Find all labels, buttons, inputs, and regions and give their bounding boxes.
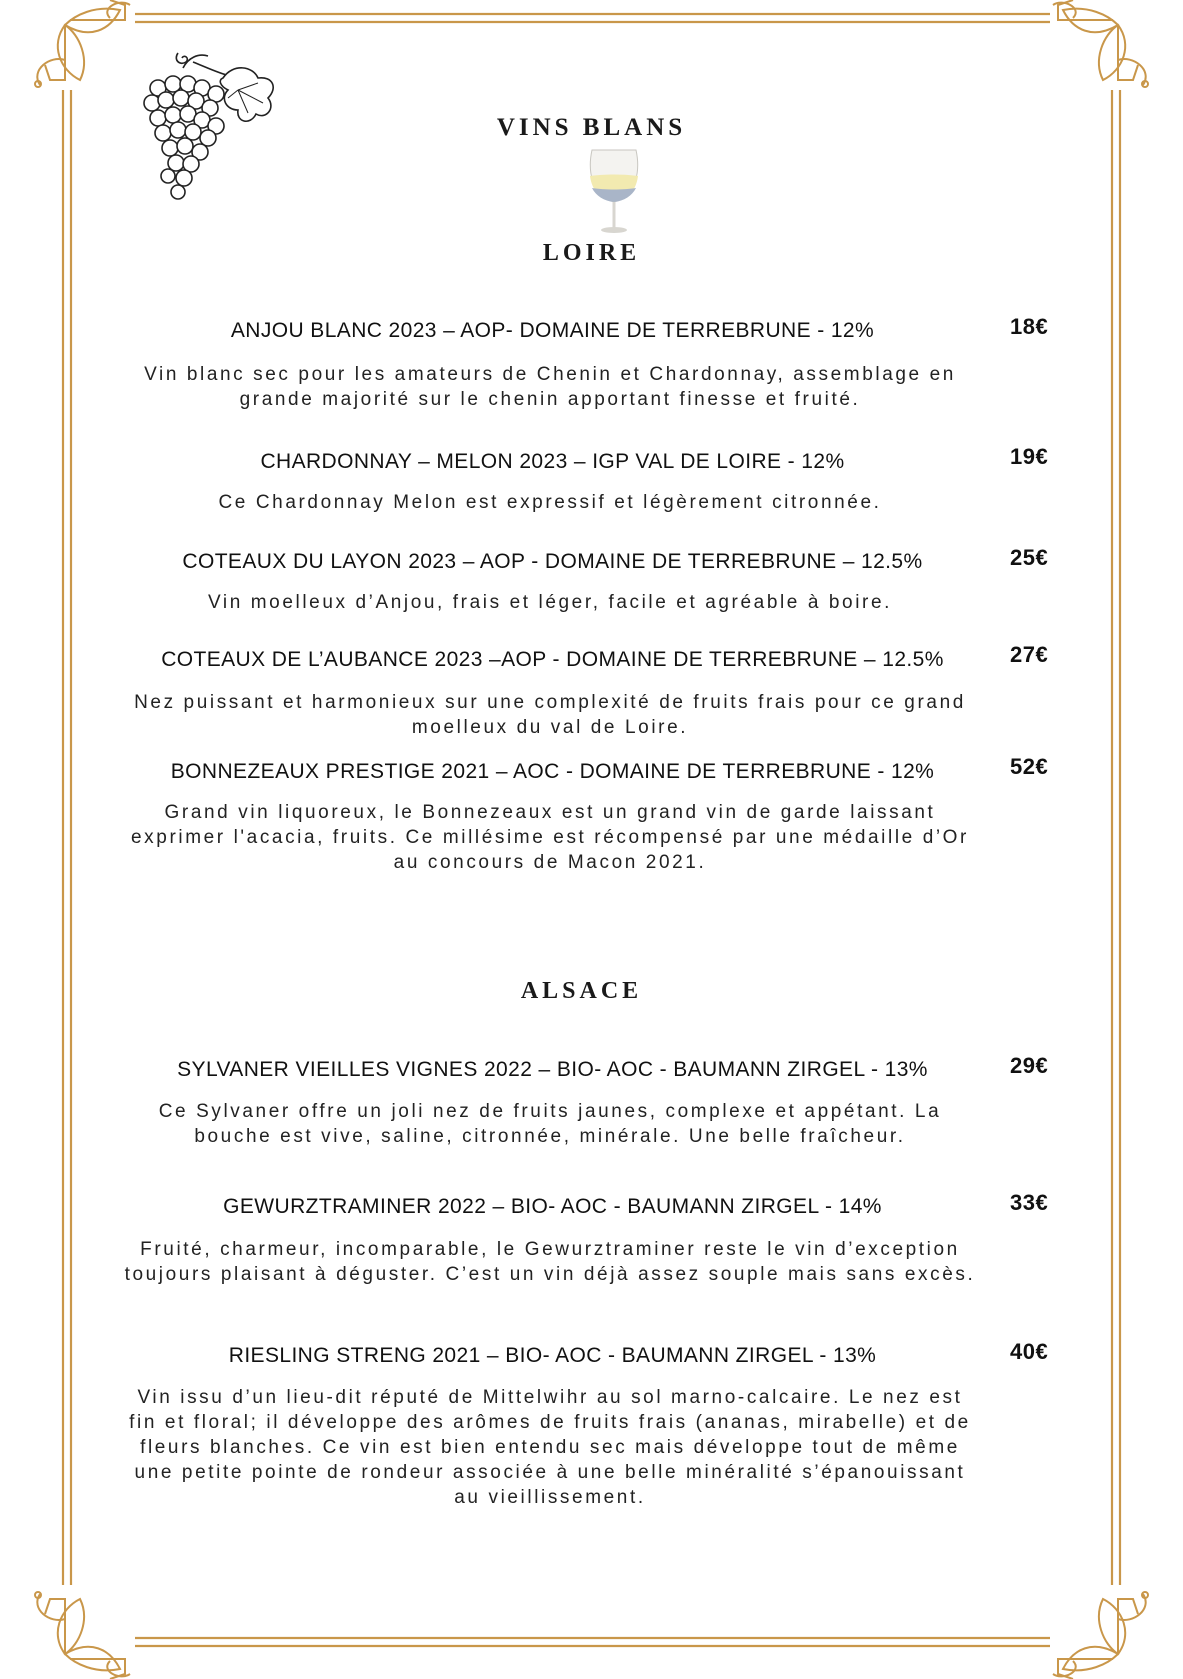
wine-name: COTEAUX DE L’AUBANCE 2023 –AOP - DOMAINE DE TERREBRUNE – 12.5% xyxy=(161,648,944,671)
corner-ornament-top-left xyxy=(35,0,130,87)
wine-name: COTEAUX DU LAYON 2023 – AOP - DOMAINE DE TERREBRUNE – 12.5% xyxy=(182,550,923,573)
wine-description: Ce Chardonnay Melon est expressif et légèrement citronnée. xyxy=(218,492,882,513)
wine-price: 19€ xyxy=(1010,444,1049,469)
wine-description: Ce Sylvaner offre un joli nez de fruits jaunes, complexe et appétant. La bouche est vive, saline, citronnée, minérale. Une belle fraîcheur. xyxy=(158,1101,942,1147)
wine-price: 25€ xyxy=(1010,545,1049,570)
wine-description: Vin blanc sec pour les amateurs de Chenin et Chardonnay, assemblage en grande majorité sur le chenin apportant finesse et fruité. xyxy=(144,364,956,410)
page-title: VINS BLANS xyxy=(496,114,687,141)
wine-price: 18€ xyxy=(1010,314,1049,339)
wine-description: Vin moelleux d’Anjou, frais et léger, facile et agréable à boire. xyxy=(207,592,893,613)
wine-price: 27€ xyxy=(1010,642,1049,667)
wine-price: 52€ xyxy=(1010,754,1049,779)
corner-ornament-bottom-right xyxy=(1053,1592,1148,1679)
section-title-alsace: ALSACE xyxy=(520,978,643,1004)
wine-name: GEWURZTRAMINER 2022 – BIO- AOC - BAUMANN ZIRGEL - 14% xyxy=(223,1195,882,1218)
section-title-loire: LOIRE xyxy=(542,240,641,266)
wine-name: RIESLING STRENG 2021 – BIO- AOC - BAUMANN ZIRGEL - 13% xyxy=(228,1344,877,1367)
wine-name: ANJOU BLANC 2023 – AOP- DOMAINE DE TERREBRUNE - 12% xyxy=(230,319,875,342)
wine-description: Vin issu d’un lieu-dit réputé de Mittelwihr au sol marno-calcaire. Le nez est fin et floral; il développe des arômes de fruits frais (ananas, mirabelle) et de fleurs blanches. Ce vin est bien entendu sec mais développe tout de même une petite pointe de rondeur associée à une belle minéralité s’épanouissant au vieillissement. xyxy=(129,1387,971,1508)
wine-glass-icon xyxy=(584,148,644,234)
wine-description: Nez puissant et harmonieux sur une complexité de fruits frais pour ce grand moelleux du val de Loire. xyxy=(134,692,966,738)
wine-name: SYLVANER VIEILLES VIGNES 2022 – BIO- AOC - BAUMANN ZIRGEL - 13% xyxy=(177,1058,928,1081)
wine-description: Grand vin liquoreux, le Bonnezeaux est un grand vin de garde laissant exprimer l'acacia, fruits. Ce millésime est récompensé par une médaille d’Or au concours de Macon 2021. xyxy=(131,802,969,873)
wine-price: 29€ xyxy=(1010,1053,1049,1078)
wine-name: BONNEZEAUX PRESTIGE 2021 – AOC - DOMAINE DE TERREBRUNE - 12% xyxy=(170,760,935,783)
wine-price: 33€ xyxy=(1010,1190,1049,1215)
wine-description: Fruité, charmeur, incomparable, le Gewurztraminer reste le vin d’exception toujours plaisant à déguster. C’est un vin déjà assez souple mais sans excès. xyxy=(124,1239,976,1285)
corner-ornament-top-right xyxy=(1053,0,1148,87)
corner-ornament-bottom-left xyxy=(35,1592,130,1679)
wine-price: 40€ xyxy=(1010,1339,1049,1364)
wine-name: CHARDONNAY – MELON 2023 – IGP VAL DE LOIRE - 12% xyxy=(260,450,845,473)
